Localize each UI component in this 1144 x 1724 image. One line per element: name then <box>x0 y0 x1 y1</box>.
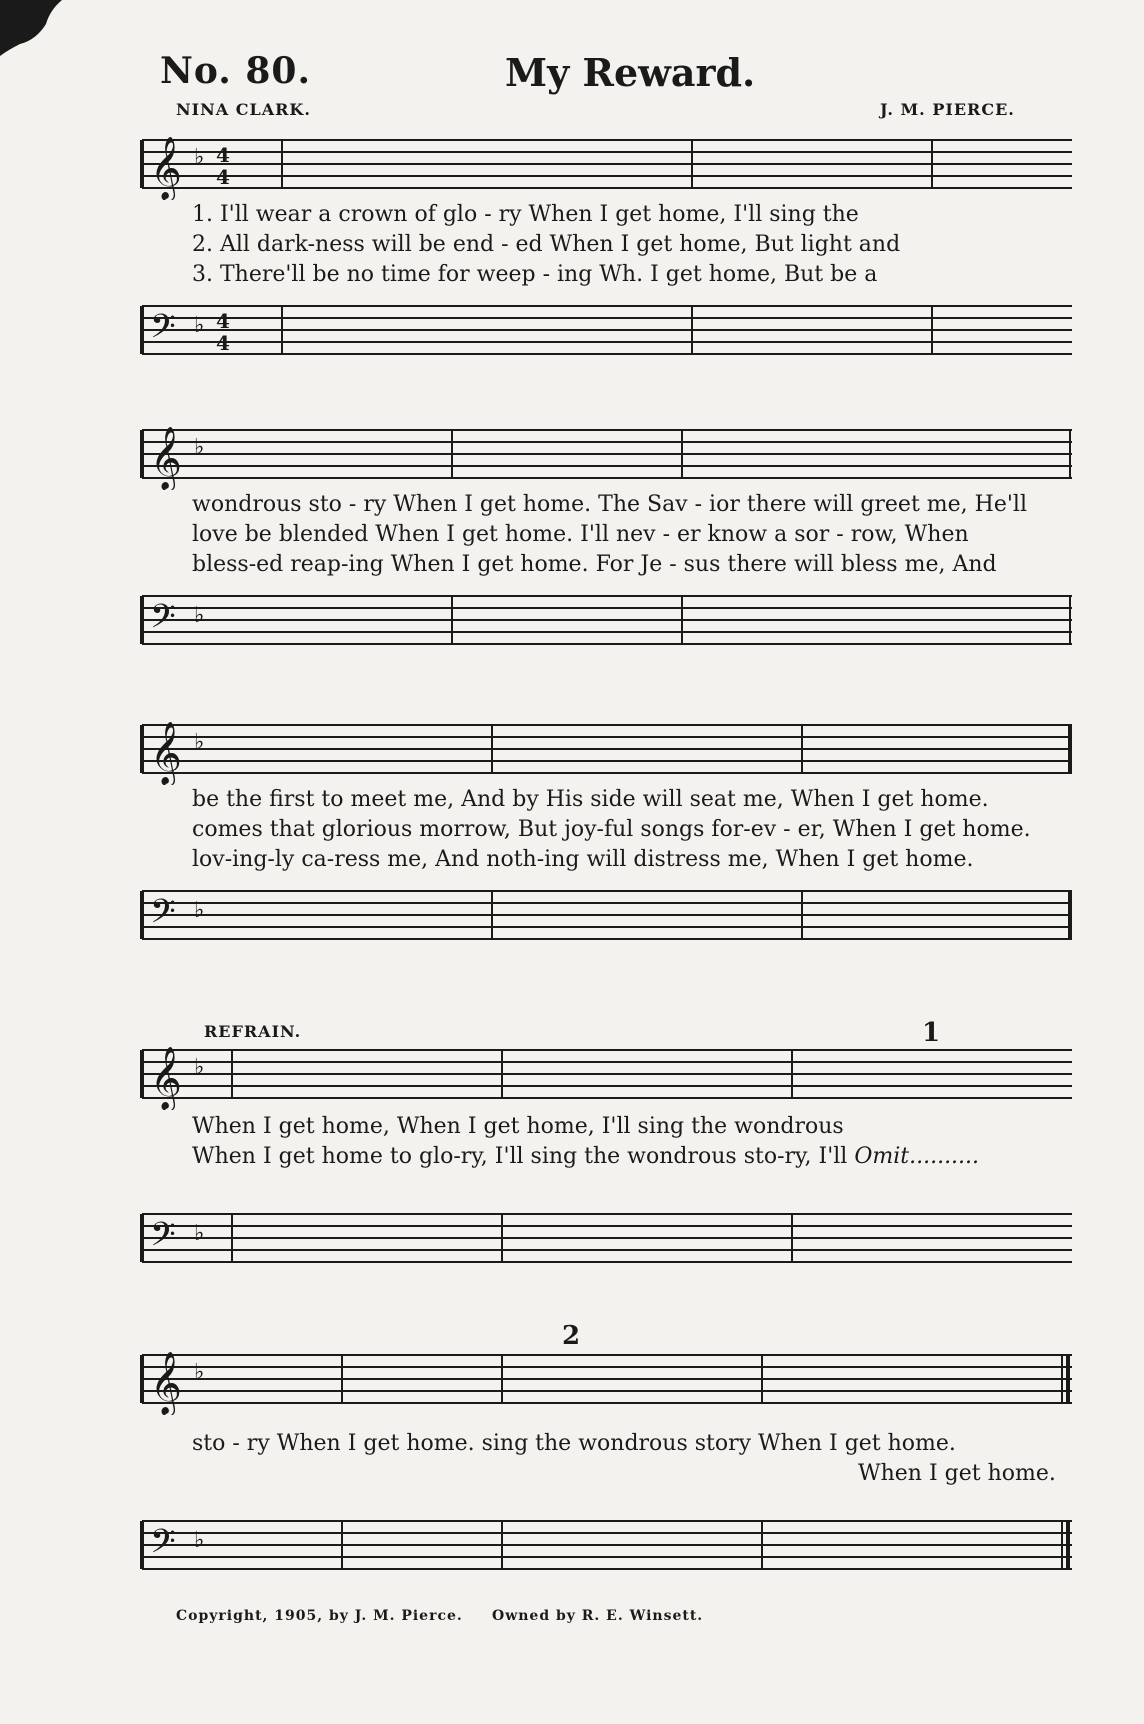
treble-staff <box>132 1345 1072 1415</box>
bass-staff <box>132 1200 1072 1280</box>
lyric-verse-2: love be blended When I get home. I'll nev - er know a sor - row, When <box>192 522 969 547</box>
treble-staff <box>132 420 1072 490</box>
lyric-verse-1: wondrous sto - ry When I get home. The Sav - ior there will greet me, He'll <box>192 492 1027 517</box>
svg-text:𝄢: 𝄢 <box>150 598 176 644</box>
svg-text:𝄞: 𝄞 <box>150 721 182 784</box>
lyric-final-2: When I get home. <box>858 1461 1056 1486</box>
svg-text:𝄞: 𝄞 <box>150 426 182 489</box>
treble-staff <box>132 1040 1072 1110</box>
ending-1-marker: 1 <box>922 1018 941 1048</box>
bass-staff <box>132 877 1072 957</box>
treble-staff <box>132 130 1072 200</box>
svg-text:♭: ♭ <box>194 1055 205 1080</box>
svg-text:𝄢: 𝄢 <box>150 893 176 939</box>
svg-text:4: 4 <box>216 143 230 167</box>
lyric-refrain-2 <box>192 1142 1072 1172</box>
lyric-verse-1: be the first to meet me, And by His side will seat me, When I get home. <box>192 787 989 812</box>
treble-staff <box>132 715 1072 785</box>
svg-text:♭: ♭ <box>194 730 205 755</box>
svg-text:4: 4 <box>216 165 230 189</box>
lyric-refrain-2-text: When I get home to glo-ry, I'll sing the wondrous sto-ry, I'll <box>192 1144 848 1169</box>
svg-text:♭: ♭ <box>194 1528 205 1553</box>
lyric-verse-1: 1. I'll wear a crown of glo - ry When I get home, I'll sing the <box>192 202 859 227</box>
lyric-verse-2: 2. All dark-ness will be end - ed When I get home, But light and <box>192 232 901 257</box>
svg-text:4: 4 <box>216 331 230 355</box>
hymn-number: No. 80. <box>160 50 311 92</box>
bass-staff <box>132 292 1072 372</box>
svg-text:♭: ♭ <box>194 145 205 170</box>
lyric-verse-3: lov-ing-ly ca-ress me, And noth-ing will distress me, When I get home. <box>192 847 974 872</box>
bass-staff <box>132 1507 1072 1587</box>
copyright-notice: Copyright, 1905, by J. M. Pierce. <box>176 1608 463 1624</box>
music-system-2 <box>132 420 1072 670</box>
svg-text:♭: ♭ <box>194 1360 205 1385</box>
svg-text:♭: ♭ <box>194 898 205 923</box>
svg-text:𝄞: 𝄞 <box>150 136 182 199</box>
svg-text:𝄢: 𝄢 <box>150 1523 176 1569</box>
svg-text:𝄞: 𝄞 <box>150 1046 182 1109</box>
lyricist: NINA CLARK. <box>176 100 311 119</box>
svg-text:♭: ♭ <box>194 1221 205 1246</box>
ink-smudge <box>0 0 70 60</box>
svg-text:4: 4 <box>216 309 230 333</box>
lyric-verse-2: comes that glorious morrow, But joy-ful songs for-ev - er, When I get home. <box>192 817 1031 842</box>
ending-2-marker: 2 <box>562 1321 581 1351</box>
music-system-1 <box>132 130 1072 380</box>
composer: J. M. PIERCE. <box>880 100 1015 119</box>
svg-text:♭: ♭ <box>194 603 205 628</box>
bass-staff <box>132 582 1072 662</box>
lyric-verse-3: 3. There'll be no time for weep - ing Wh. I get home, But be a <box>192 262 878 287</box>
refrain-label: REFRAIN. <box>204 1022 302 1041</box>
music-system-3 <box>132 715 1072 965</box>
svg-text:♭: ♭ <box>194 313 205 338</box>
lyric-refrain-1: When I get home, When I get home, I'll sing the wondrous <box>192 1114 844 1139</box>
lyric-final-1: sto - ry When I get home. sing the wondrous story When I get home. <box>192 1431 956 1456</box>
svg-text:𝄢: 𝄢 <box>150 308 176 354</box>
music-system-5 <box>132 1321 1072 1595</box>
svg-text:𝄞: 𝄞 <box>150 1351 182 1414</box>
hymn-title: My Reward. <box>505 50 756 95</box>
omit-instruction: Omit.......... <box>854 1144 980 1169</box>
svg-text:𝄢: 𝄢 <box>150 1216 176 1262</box>
svg-text:♭: ♭ <box>194 435 205 460</box>
owner-notice: Owned by R. E. Winsett. <box>492 1608 704 1624</box>
lyric-verse-3: bless-ed reap-ing When I get home. For Je - sus there will bless me, And <box>192 552 997 577</box>
